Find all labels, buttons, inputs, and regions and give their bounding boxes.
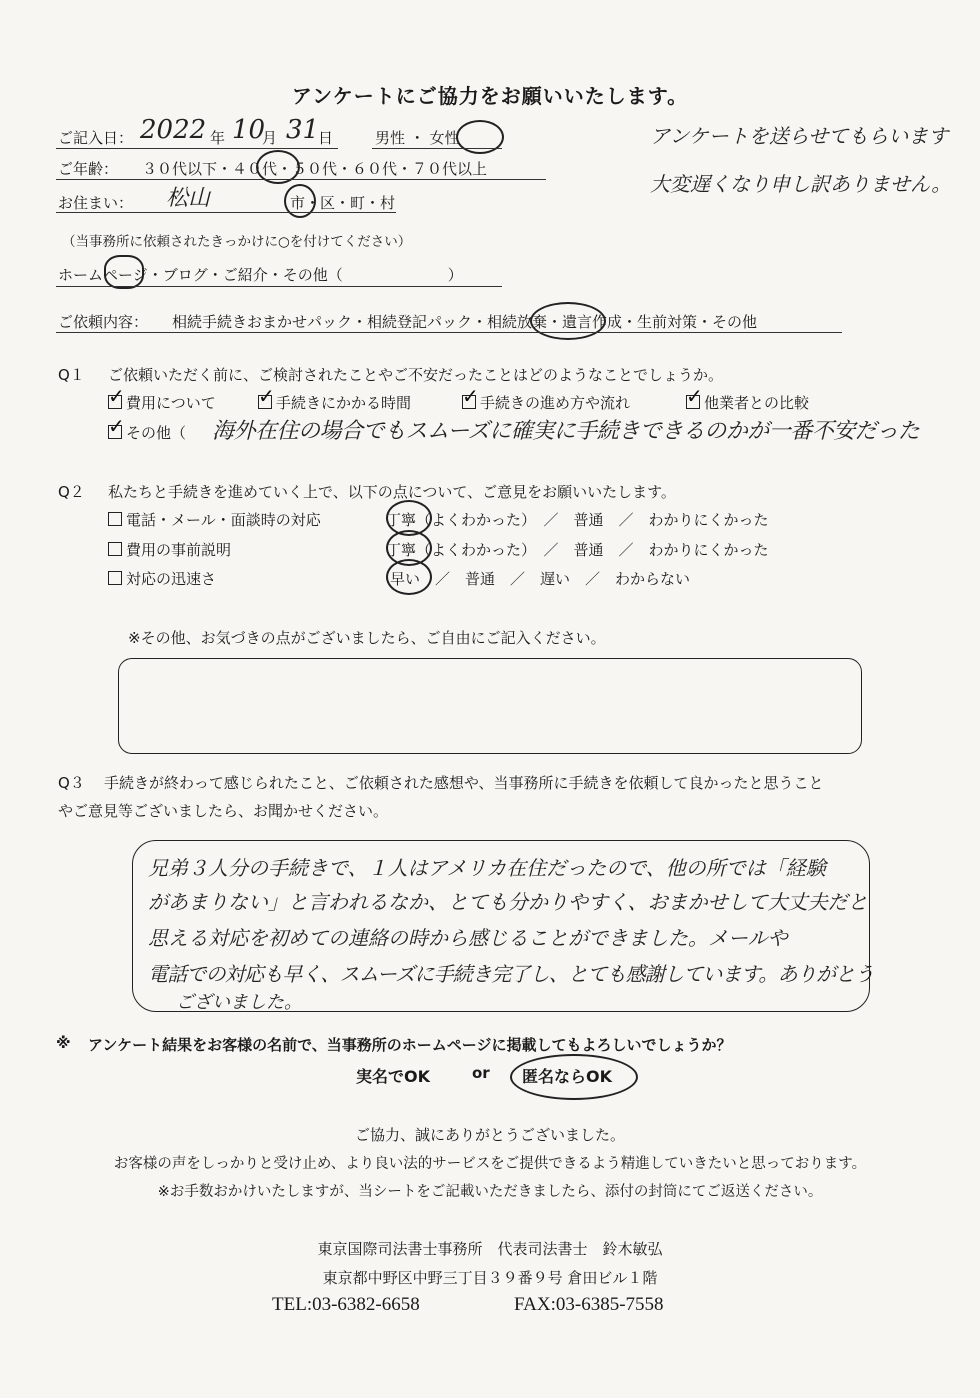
date-label: ご記入日： <box>58 129 134 147</box>
date-day-value: 31 <box>286 115 320 145</box>
office-name: 東京国際司法書士事務所 代表司法書士 鈴木敏弘 <box>317 1240 663 1258</box>
date-year-value: 2022 <box>140 115 207 145</box>
q2-item-fee <box>108 539 231 560</box>
date-month-value: 10 <box>232 115 266 145</box>
referral-instruction: （当事務所に依頼されたきっかけに○を付けてください） <box>62 234 412 250</box>
q1-question: ご依頼いただく前に、ご検討されたことやご不安だったことはどのようなことでしょうか。 <box>108 366 724 384</box>
q3-question-line2: やご意見等ございましたら、お聞かせください。 <box>58 802 389 820</box>
address-value: 松山 <box>166 186 211 211</box>
request-label: ご依頼内容： <box>58 313 149 331</box>
publish-or: or <box>472 1064 490 1082</box>
q3-number: Q３ <box>58 774 85 792</box>
q2-item-speed <box>108 568 216 589</box>
q1-option-label: 費用について <box>126 394 216 412</box>
checkbox-icon[interactable] <box>108 571 122 585</box>
publish-option-anon[interactable]: 匿名ならOK <box>522 1067 613 1086</box>
side-note-line1: アンケートを送らせてもらいます <box>650 124 949 148</box>
age-label: ご年齢： <box>58 160 119 178</box>
q2-item-fee-scale: 丁寧（よくわかった） ／ 普通 ／ わかりにくかった <box>386 541 769 559</box>
office-address: 東京都中野区中野三丁目３９番９号 倉田ビル１階 <box>322 1269 658 1287</box>
q3-question-line1: 手続きが終わって感じられたこと、ご依頼された感想や、当事務所に手続きを依頼して良かったと思うこと <box>104 774 824 792</box>
q2-number: Q２ <box>58 483 85 501</box>
referral-options: ホームページ・ブログ・ご紹介・その他（ ） <box>58 266 463 284</box>
request-selected-circle <box>530 302 606 340</box>
checkbox-checked-icon <box>108 395 122 409</box>
q1-other-answer: 海外在住の場合でもスムーズに確実に手続きできるのかが一番不安だった <box>212 419 920 444</box>
q1-option-time[interactable] <box>258 392 411 413</box>
q3-answer-line: があまりない」と言われるなか、とても分かりやすく、おまかせして大丈夫だと <box>148 890 868 914</box>
checkbox-checked-icon <box>108 425 122 439</box>
q1-option-other[interactable] <box>108 422 186 443</box>
q1-option-label: 手続きの進め方や流れ <box>480 394 631 412</box>
age-options: ３０代以下・４０代・５０代・６０代・７０代以上 <box>142 160 488 178</box>
q2-free-comment-box[interactable] <box>118 658 862 754</box>
month-suffix: 月 <box>262 129 278 147</box>
q2-item-label: 対応の迅速さ <box>126 570 217 588</box>
publish-question: アンケート結果をお客様の名前で、当事務所のホームページに掲載してもよろしいでしょうか？ <box>88 1036 732 1054</box>
gender-underline <box>372 148 502 149</box>
q1-option-compare[interactable] <box>686 392 809 413</box>
request-options: 相続手続きおまかせパック・相続登記パック・相続放棄・遺言作成・生前対策・その他 <box>172 313 758 331</box>
side-note-line2: 大変遅くなり申し訳ありません。 <box>650 172 952 196</box>
year-suffix: 年 <box>210 129 226 147</box>
q2-item-label: 費用の事前説明 <box>126 541 232 559</box>
q1-option-cost[interactable] <box>108 392 216 413</box>
checkbox-checked-icon <box>462 395 476 409</box>
q1-other-label: その他（ <box>126 424 187 442</box>
gender-options: 男性 ・ 女性 <box>375 129 460 147</box>
q3-answer-line: ございました。 <box>176 992 302 1013</box>
checkbox-checked-icon <box>686 395 700 409</box>
date-underline <box>56 148 338 149</box>
q1-option-process[interactable] <box>462 392 630 413</box>
q2-item-contact-scale: 丁寧（よくわかった） ／ 普通 ／ わかりにくかった <box>386 511 769 529</box>
q3-answer-line: 兄弟３人分の手続きで、１人はアメリカ在住だったので、他の所では「経験 <box>148 856 826 880</box>
closing-thanks: ご協力、誠にありがとうございました。 <box>354 1126 625 1144</box>
q2-item-contact <box>108 509 321 530</box>
day-suffix: 日 <box>318 129 334 147</box>
q2-item-label: 電話・メール・面談時の対応 <box>126 511 321 529</box>
referral-underline <box>56 286 502 287</box>
request-underline <box>56 332 842 333</box>
q1-number: Q１ <box>58 366 85 384</box>
age-underline <box>56 179 546 180</box>
referral-selected-circle <box>104 255 144 289</box>
office-fax: FAX:03-6385-7558 <box>514 1294 664 1315</box>
q2-item-speed-selected-circle <box>386 559 432 595</box>
address-label: お住まい： <box>58 194 134 212</box>
publish-option-real[interactable]: 実名でOK <box>356 1067 431 1086</box>
q3-answer-line: 思える対応を初めての連絡の時から感じることができました。メールや <box>148 926 788 950</box>
q3-answer-line: 電話での対応も早く、スムーズに手続き完了し、とても感謝しています。ありがとう <box>148 962 874 986</box>
q2-item-speed-scale: 早い ／ 普通 ／ 遅い ／ わからない <box>390 570 691 588</box>
office-tel: TEL:03-6382-6658 <box>272 1294 420 1315</box>
publish-selected-circle <box>510 1054 638 1100</box>
closing-message: お客様の声をしっかりと受け止め、より良い法的サービスをご提供できるよう精進していきたいと思っております。 <box>113 1156 867 1172</box>
checkbox-icon[interactable] <box>108 512 122 526</box>
page-title: アンケートにご協力をお願いいたします。 <box>291 84 689 108</box>
checkbox-icon[interactable] <box>108 542 122 556</box>
address-underline <box>56 212 396 213</box>
closing-return-note: ※お手数おかけいたしますが、当シートをご記載いただきましたら、添付の封筒にてご返送ください。 <box>157 1184 823 1200</box>
publish-mark: ※ <box>56 1034 71 1052</box>
q1-option-label: 手続きにかかる時間 <box>276 394 412 412</box>
q2-question: 私たちと手続きを進めていく上で、以下の点について、ご意見をお願いいたします。 <box>108 483 676 501</box>
address-options: 市・区・町・村 <box>290 194 396 212</box>
q1-option-label: 他業者との比較 <box>704 394 810 412</box>
checkbox-checked-icon <box>258 395 272 409</box>
q2-free-prompt: ※その他、お気づきの点がございましたら、ご自由にご記入ください。 <box>128 629 606 647</box>
